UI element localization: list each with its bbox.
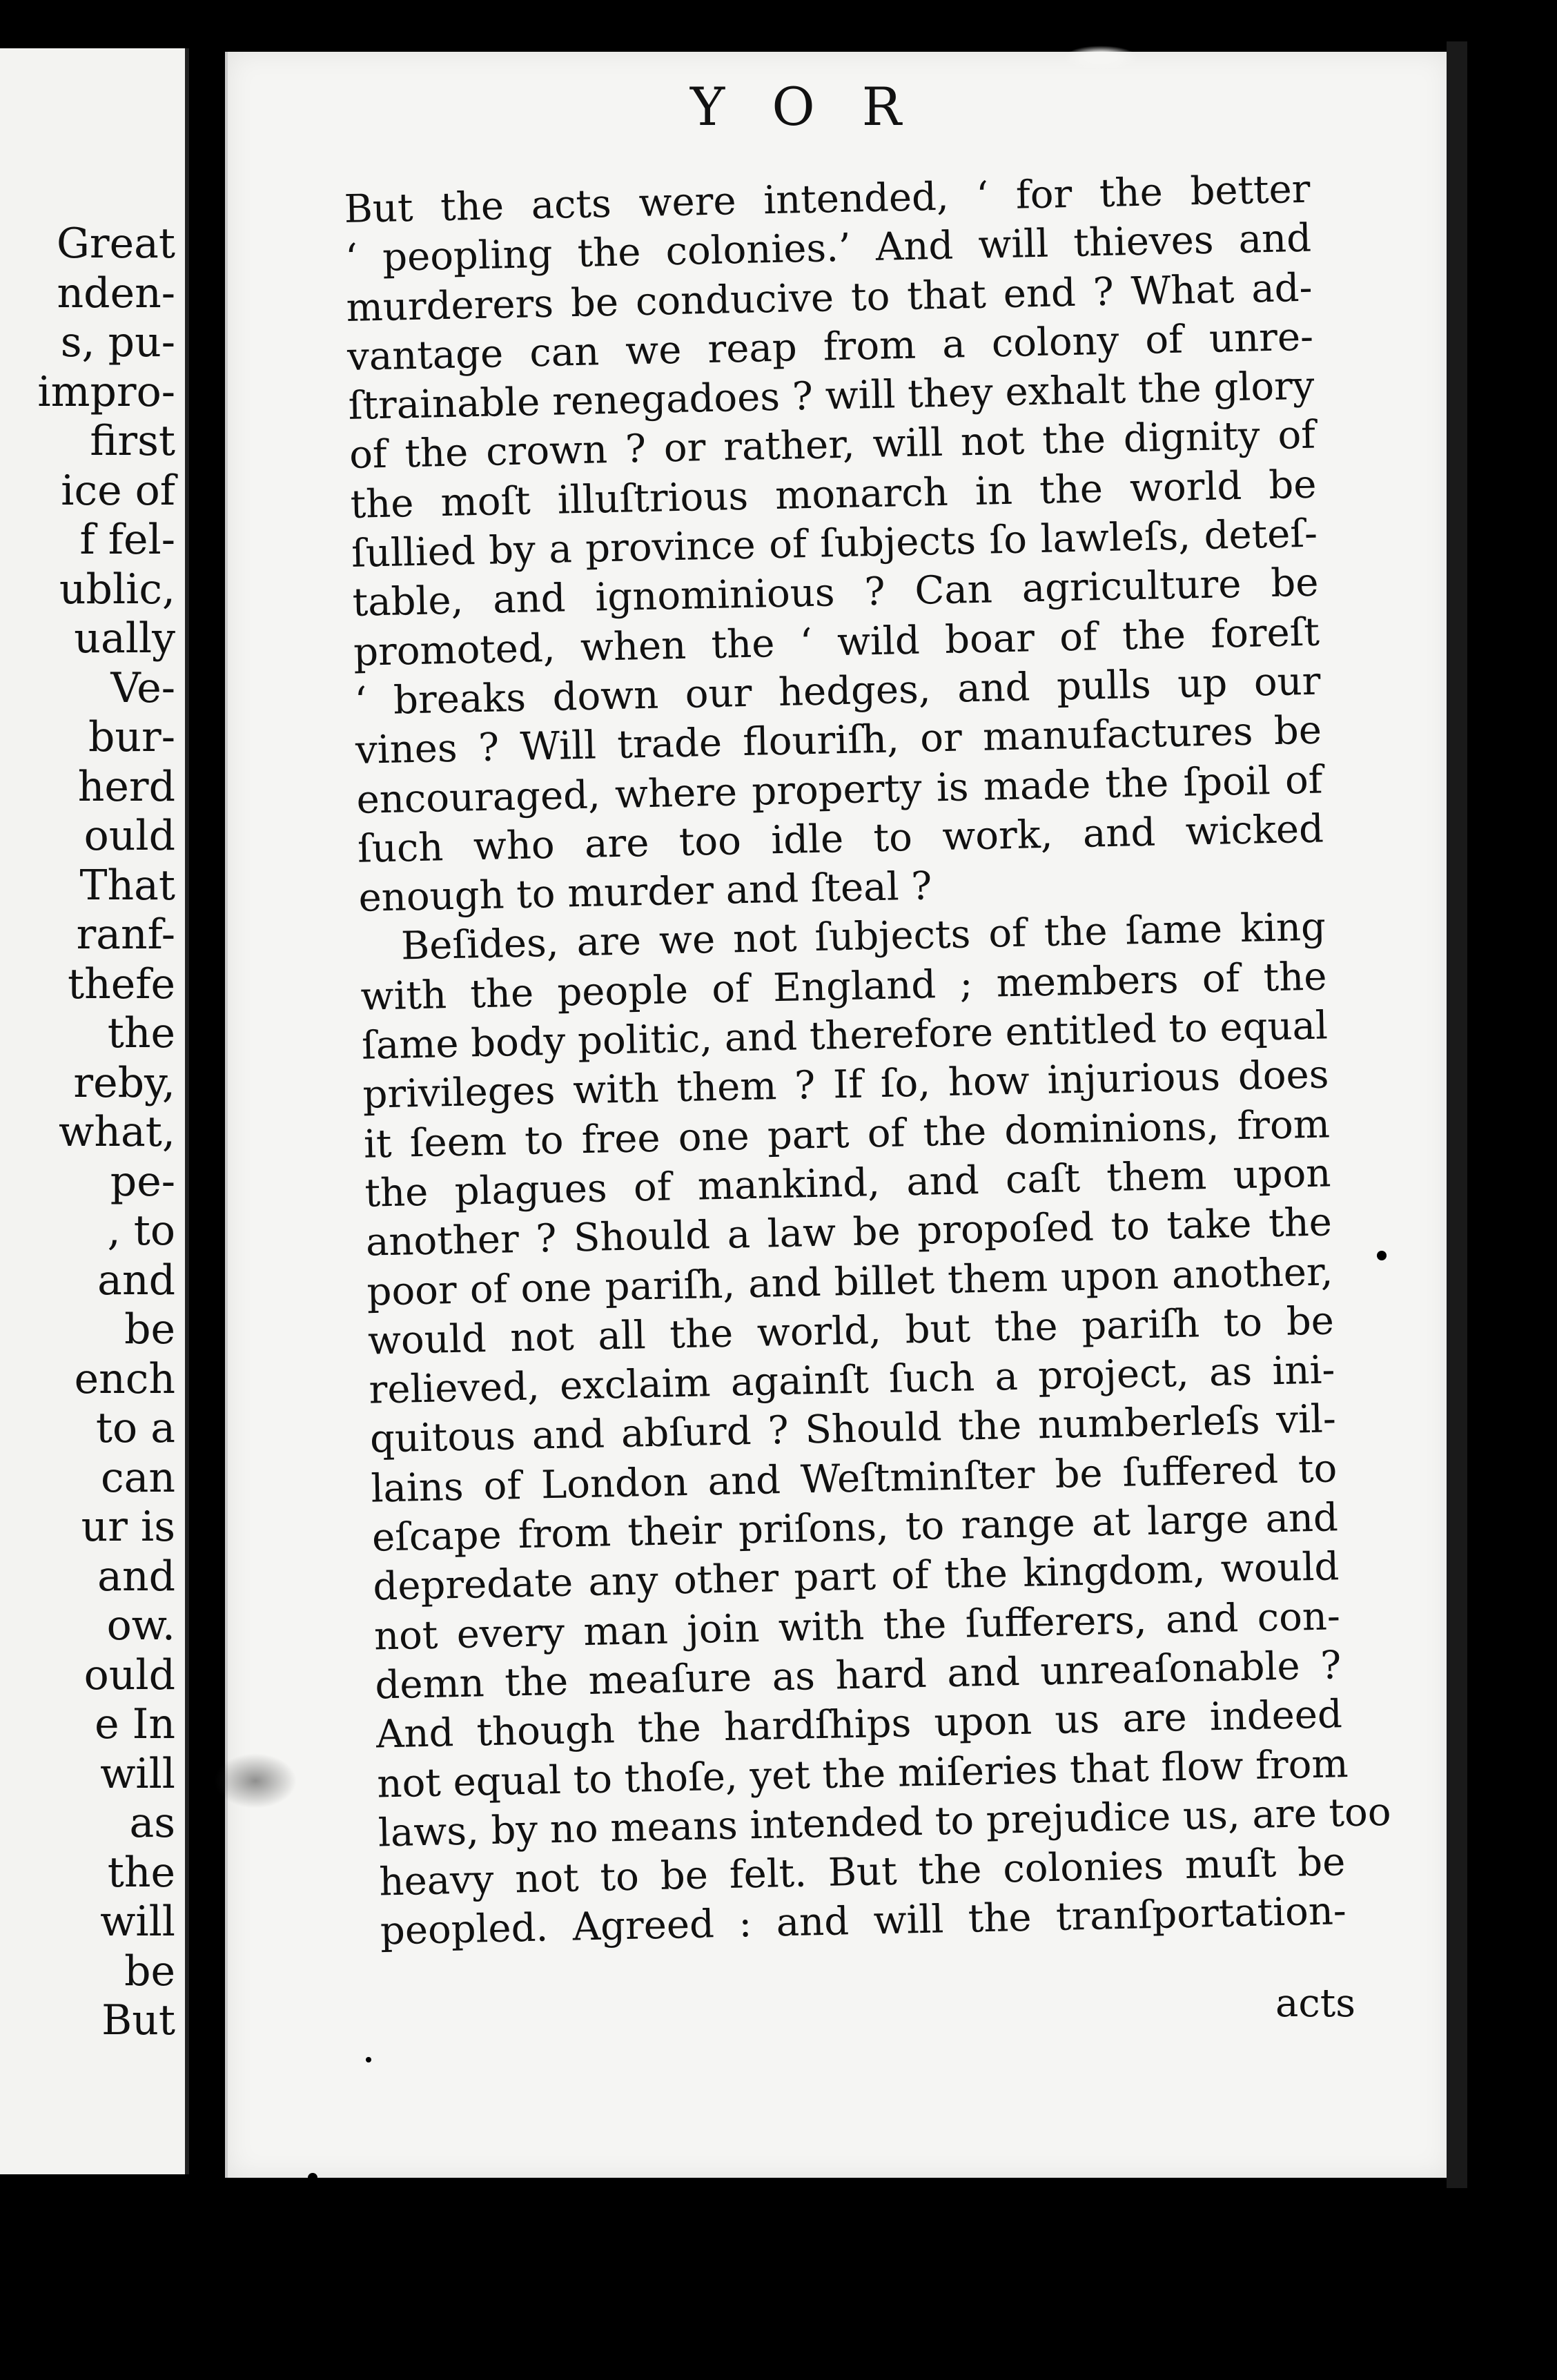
facing-page-text (37, 220, 175, 2046)
text-line: quitous and abſurd ? Should the numberleſs vil- (369, 1396, 1337, 1463)
text-line: privileges with them ? If ſo, how injurious does (362, 1052, 1329, 1118)
text-line: Beſides, are we not ſubjects of the ſame king (400, 904, 1326, 969)
facing-page-line: , to (107, 1207, 175, 1255)
text-line: another ? Should a law be propoſed to take the (365, 1200, 1333, 1265)
scan-speck (308, 2173, 317, 2183)
facing-page-line: e In (95, 1700, 175, 1748)
facing-page-line: impro- (37, 367, 175, 416)
facing-page-line: Great (56, 220, 175, 268)
text-line: poor of one pariſh, and billet them upon another, (366, 1249, 1333, 1315)
facing-page-line: nden- (57, 269, 175, 318)
text-line: ſtrainable renegadoes ? will they exhalt the glory (348, 363, 1315, 429)
facing-page-line: f fel- (79, 516, 175, 564)
text-line: And though the hardſhips upon us are indeed (375, 1692, 1343, 1757)
text-line: the plagues of mankind, and caſt them upon (364, 1151, 1331, 1216)
text-line: it ſeem to free one part of the dominions, from (363, 1102, 1331, 1167)
text-line: But the acts were intended, ‘ for the better (344, 166, 1311, 232)
text-line: ſame body politic, and therefore entitled to equal (361, 1003, 1329, 1069)
facing-page-line: first (90, 417, 175, 465)
facing-page-line: can (100, 1453, 175, 1502)
text-line: demn the meaſure as hard and unreaſonable ? (374, 1643, 1342, 1708)
facing-page-line: ould (84, 1650, 175, 1699)
facing-page-line: ow. (106, 1601, 175, 1650)
text-line: promoted, when the ‘ wild boar of the foreſt (353, 609, 1320, 675)
text-line: ‘ breaks down our hedges, and pulls up our (353, 659, 1322, 724)
text-line: ‘ peopling the colonies.’ And will thieves and (344, 215, 1312, 282)
facing-page-line: will (100, 1749, 175, 1798)
facing-page-line: will (100, 1898, 175, 1946)
text-line: lains of London and Weſtminſter be ſuffered to (370, 1445, 1338, 1512)
text-line: with the people of England ; members of the (360, 954, 1328, 1020)
facing-page-line: what, (59, 1108, 175, 1156)
facing-page-line: to a (95, 1404, 175, 1452)
facing-page-line: pe- (110, 1157, 175, 1206)
facing-page-line: ually (74, 614, 175, 663)
text-line: encouraged, where property is made the ſpoil of (355, 757, 1324, 823)
facing-page-line: the (107, 1848, 175, 1897)
facing-page-line: ublic, (59, 565, 175, 614)
text-line: laws, by no means intended to prejudice us, are too (378, 1789, 1392, 1856)
facing-page-line: s, pu- (60, 318, 175, 367)
facing-page-line: bur- (88, 713, 175, 761)
paper-fold-mark (1063, 46, 1139, 70)
facing-page-line: ould (84, 812, 175, 860)
text-line: not every man join with the ſufferers, and con- (373, 1593, 1341, 1659)
facing-page-line: reby, (73, 1058, 175, 1107)
scan-speck (1377, 1251, 1387, 1260)
facing-page-line: and (97, 1552, 175, 1601)
page-edge-shadow (1447, 41, 1467, 2188)
facing-page-line: That (79, 861, 175, 910)
facing-page-line: thefe (68, 959, 175, 1008)
text-line: vantage can we reap from a colony of unre- (346, 314, 1314, 380)
facing-page-line: But (101, 1996, 175, 2045)
text-line: murderers be conducive to that end ? What ad- (346, 265, 1313, 331)
text-line: the moſt illuſtrious monarch in the world be (350, 462, 1318, 527)
facing-page-line: herd (77, 762, 175, 811)
facing-page-line: be (124, 1305, 175, 1354)
scan-speck (157, 2180, 166, 2188)
body-text (344, 165, 1392, 1956)
facing-page-line: ranf- (76, 910, 175, 959)
text-line: not equal to thoſe, yet the miſeries that flow from (376, 1741, 1349, 1806)
catchword: acts (1275, 1981, 1355, 2026)
text-line: relieved, exclaim againſt ſuch a project, as ini- (368, 1347, 1335, 1413)
facing-page-line: the (107, 1009, 175, 1057)
text-line: enough to murder and ſteal ? (358, 864, 932, 921)
text-line: vines ? Will trade flouriſh, or manufactures be (355, 708, 1322, 774)
facing-page-left (0, 48, 189, 2174)
text-line: table, and ignominious ? Can agriculture be (352, 560, 1320, 626)
ink-smudge (214, 1753, 297, 1808)
facing-page-line: ench (74, 1354, 175, 1403)
facing-page-line: and (97, 1256, 175, 1305)
facing-page-line: be (124, 1947, 175, 1996)
facing-page-line: ur is (81, 1503, 175, 1551)
facing-page-line: ice of (61, 466, 175, 515)
text-line: ſullied by a province of ſubjects ſo lawleſs, deteſ- (351, 511, 1318, 576)
facing-page-line: Ve- (110, 663, 175, 712)
text-line: would not all the world, but the pariſh to be (367, 1298, 1335, 1364)
text-line: ſuch who are too idle to work, and wicked (357, 806, 1324, 872)
text-line: peopled. Agreed : and will the tranſportation- (380, 1889, 1347, 1954)
scan-speck (366, 2057, 371, 2062)
running-head: Y O R (690, 76, 917, 137)
text-lines (344, 165, 1392, 1956)
facing-page-line: as (129, 1799, 175, 1847)
text-line: of the crown ? or rather, will not the dignity of (349, 413, 1316, 478)
text-line: eſcape from their priſons, to range at large and (371, 1495, 1339, 1561)
text-line: depredate any other part of the kingdom, would (372, 1544, 1340, 1610)
text-line: heavy not to be felt. But the colonies muſt be (378, 1840, 1346, 1905)
